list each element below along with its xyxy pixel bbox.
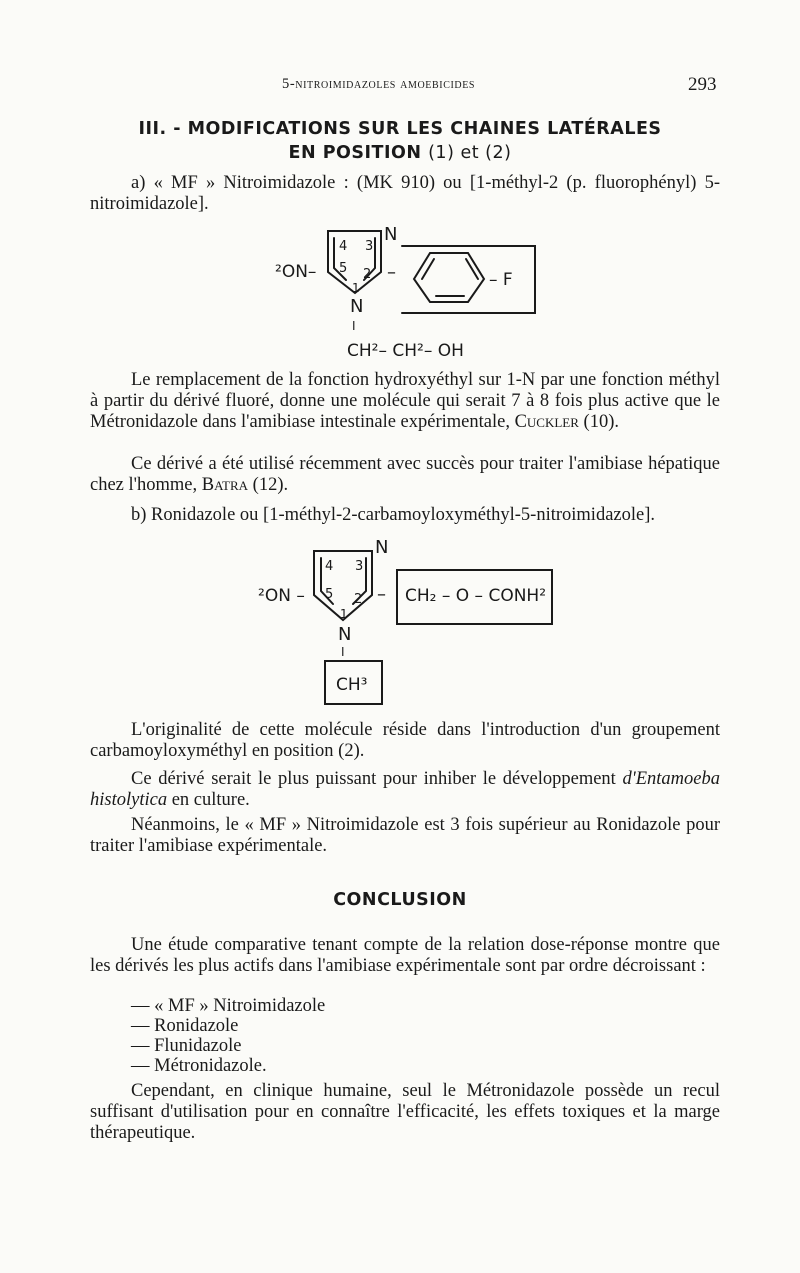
ring-position-2: 2	[354, 592, 363, 607]
group-nitro: ²ON–	[275, 262, 317, 282]
ring-n-top: N	[384, 224, 398, 245]
bond-dash: –	[377, 584, 386, 605]
bond-vertical: I	[341, 645, 345, 659]
ring-position-4: 4	[325, 559, 334, 574]
ring-n-top: N	[375, 537, 389, 558]
side-chain: CH²– CH²– OH	[347, 341, 464, 361]
running-title: 5-nitroimidazoles amoebicides	[282, 76, 476, 92]
list-item: — Flunidazole	[131, 1036, 242, 1056]
list-item: — « MF » Nitroimidazole	[131, 996, 326, 1016]
paragraph-entamoeba-end: en culture.	[167, 790, 250, 810]
bond-vertical: I	[352, 319, 356, 333]
reference-12: (12).	[248, 475, 289, 495]
ring-position-2: 2	[363, 267, 372, 282]
species-name: d'Entamoeba histolytica	[90, 769, 720, 810]
ring-n-bottom: N	[338, 624, 352, 645]
conclusion-title: CONCLUSION	[333, 890, 467, 910]
list-item: — Ronidazole	[131, 1016, 239, 1036]
ring-position-3: 3	[365, 239, 374, 254]
paragraph-comparison: Néanmoins, le « MF » Nitroimidazole est 3 fois supérieur au Ronidazole pour traiter l'amibiase expérimentale.	[90, 815, 720, 856]
section-title-line-1: III. - MODIFICATIONS SUR LES CHAINES LATÉRALES	[138, 119, 662, 139]
section-title-positions: (1) et (2)	[428, 143, 512, 163]
paragraph-mf-nitroimidazole: a) « MF » Nitroimidazole : (MK 910) ou [1-méthyl-2 (p. fluorophényl) 5-nitroimidazole].	[90, 173, 720, 214]
page-number: 293	[688, 74, 717, 95]
ring-position-3: 3	[355, 559, 364, 574]
paragraph-fluoro-text: Le remplacement de la fonction hydroxyéthyl sur 1-N par une fonction méthyl à partir du dérivé fluoré, donne une molécule qui serait 7 à 8 fois plus active que le Métronidazole dans l'amibiase intestinale expérimentale,	[90, 370, 720, 432]
ring-n-bottom: N	[350, 296, 364, 317]
ring-position-5: 5	[339, 261, 348, 276]
paragraph-originality: L'originalité de cette molécule réside dans l'introduction d'un groupement carbamoyloxyméthyl en position (2).	[90, 720, 720, 761]
paragraph-entamoeba	[90, 769, 720, 811]
conclusion-final: Cependant, en clinique humaine, seul le Métronidazole possède un recul suffisant d'utilisation pour en connaître l'efficacité, les effets toxiques et la marge thérapeutique.	[90, 1081, 720, 1143]
ring-position-1: 1	[352, 281, 360, 295]
ring-position-1: 1	[340, 607, 348, 621]
derivatives-list	[131, 996, 325, 1076]
bond-dash: –	[387, 262, 396, 283]
section-title-position: EN POSITION	[288, 143, 422, 163]
author-batra: Batra	[201, 475, 249, 495]
conclusion-intro: Une étude comparative tenant compte de la relation dose-réponse montre que les dérivés les plus actifs dans l'amibiase expérimentale sont par ordre décroissant :	[90, 935, 720, 976]
author-cuckler: Cuckler	[514, 412, 579, 432]
side-group: CH₂ – O – CONH²	[405, 586, 547, 606]
paragraph-entamoeba-text: Ce dérivé serait le plus puissant pour inhiber le développement	[131, 769, 623, 789]
paragraph-hepatic-text: Ce dérivé a été utilisé récemment avec succès pour traiter l'amibiase hépatique chez l'homme,	[90, 454, 720, 495]
methyl-group: CH³	[336, 675, 368, 695]
paragraph-ronidazole: b) Ronidazole ou [1-méthyl-2-carbamoyloxyméthyl-5-nitroimidazole].	[131, 505, 656, 525]
group-nitro: ²ON –	[258, 586, 305, 606]
fluoro-substituent: – F	[489, 270, 513, 290]
reference-10: (10).	[578, 412, 619, 432]
list-item: — Métronidazole.	[131, 1056, 267, 1076]
ring-position-5: 5	[325, 587, 334, 602]
ring-position-4: 4	[339, 239, 348, 254]
